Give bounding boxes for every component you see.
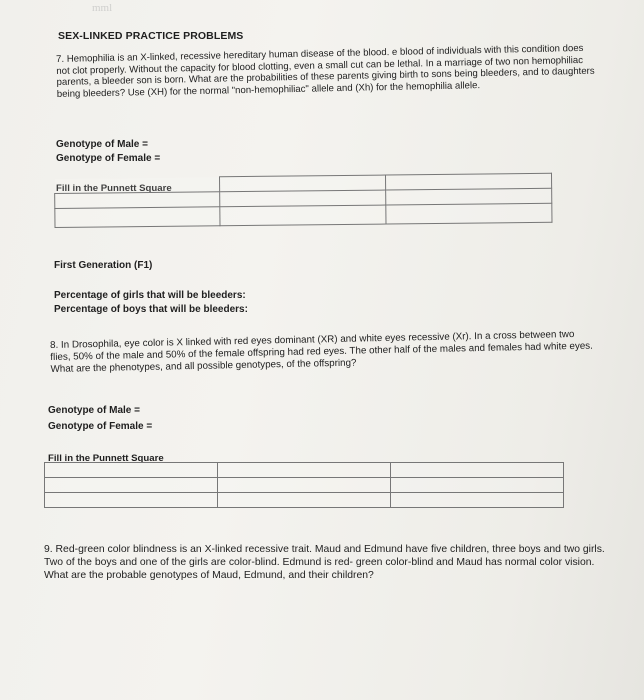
table-row bbox=[45, 478, 564, 493]
bleed-through-text: mml bbox=[92, 2, 113, 14]
punnett-cell[interactable] bbox=[220, 205, 386, 226]
punnett-cell[interactable] bbox=[45, 463, 218, 478]
punnett-cell[interactable] bbox=[55, 192, 220, 209]
q7-boys-bleeders: Percentage of boys that will be bleeders: bbox=[54, 304, 248, 315]
q8-punnett-square[interactable] bbox=[44, 462, 564, 508]
punnett-cell[interactable] bbox=[385, 173, 552, 190]
punnett-cell[interactable] bbox=[45, 478, 218, 493]
punnett-cell[interactable] bbox=[219, 175, 385, 192]
table-row bbox=[45, 463, 564, 478]
punnett-cell[interactable] bbox=[55, 207, 220, 228]
punnett-cell[interactable] bbox=[45, 493, 218, 508]
q7-girls-bleeders: Percentage of girls that will be bleeders: bbox=[54, 290, 246, 301]
table-row bbox=[45, 493, 564, 508]
punnett-cell[interactable] bbox=[55, 177, 220, 194]
question-7-text: 7. Hemophilia is an X-linked, recessive hereditary human disease of the blood. e blood of individuals with this condition does not clot properly. Without the capacity for blood clotting, even a small cut can be lethal. In a marriage of two non hemophiliac parents, a bleeder son is born. What are the probabilities of these parents giving birth to sons being bleeders, and to daughters being bleeders? Use (XH) for the normal "non-hemophiliac" allele and (Xh) for the hemophilia allele. bbox=[56, 42, 595, 100]
q8-genotype-female: Genotype of Female = bbox=[48, 421, 153, 432]
q7-f1-label: First Generation (F1) bbox=[54, 260, 153, 271]
q7-genotype-female: Genotype of Female = bbox=[56, 153, 161, 164]
punnett-cell[interactable] bbox=[220, 190, 386, 207]
punnett-cell[interactable] bbox=[218, 463, 391, 478]
q8-punnett-label: Fill in the Punnett Square bbox=[48, 453, 164, 464]
q7-punnett-label: Fill in the Punnett Square bbox=[56, 183, 172, 194]
punnett-cell[interactable] bbox=[391, 493, 564, 508]
q7-punnett-square[interactable] bbox=[54, 173, 552, 228]
punnett-cell[interactable] bbox=[218, 478, 391, 493]
question-9-text: 9. Red-green color blindness is an X-linked recessive trait. Maud and Edmund have five children, three boys and two girls. Two of the boys and one of the girls are color-blind. Edmund is red- green color-blind and Maud has normal color vision. What are the probable genotypes of Maud, Edmund, and their children? bbox=[44, 544, 605, 581]
table-row bbox=[55, 203, 552, 227]
question-8-text: 8. In Drosophila, eye color is X linked with red eyes dominant (XR) and white eyes recessive (Xr). In a cross between two flies, 50% of the male and 50% of the female offspring had red eyes. The other half of the males and females had white eyes. What are the phenotypes, and all possible genotypes, of the offspring? bbox=[50, 329, 593, 375]
q8-genotype-male: Genotype of Male = bbox=[48, 405, 140, 416]
punnett-cell[interactable] bbox=[391, 478, 564, 493]
page-title: SEX-LINKED PRACTICE PROBLEMS bbox=[58, 30, 244, 42]
punnett-cell[interactable] bbox=[385, 203, 552, 224]
punnett-cell[interactable] bbox=[218, 493, 391, 508]
punnett-cell[interactable] bbox=[385, 188, 552, 205]
q7-genotype-male: Genotype of Male = bbox=[56, 139, 148, 150]
punnett-cell[interactable] bbox=[391, 463, 564, 478]
